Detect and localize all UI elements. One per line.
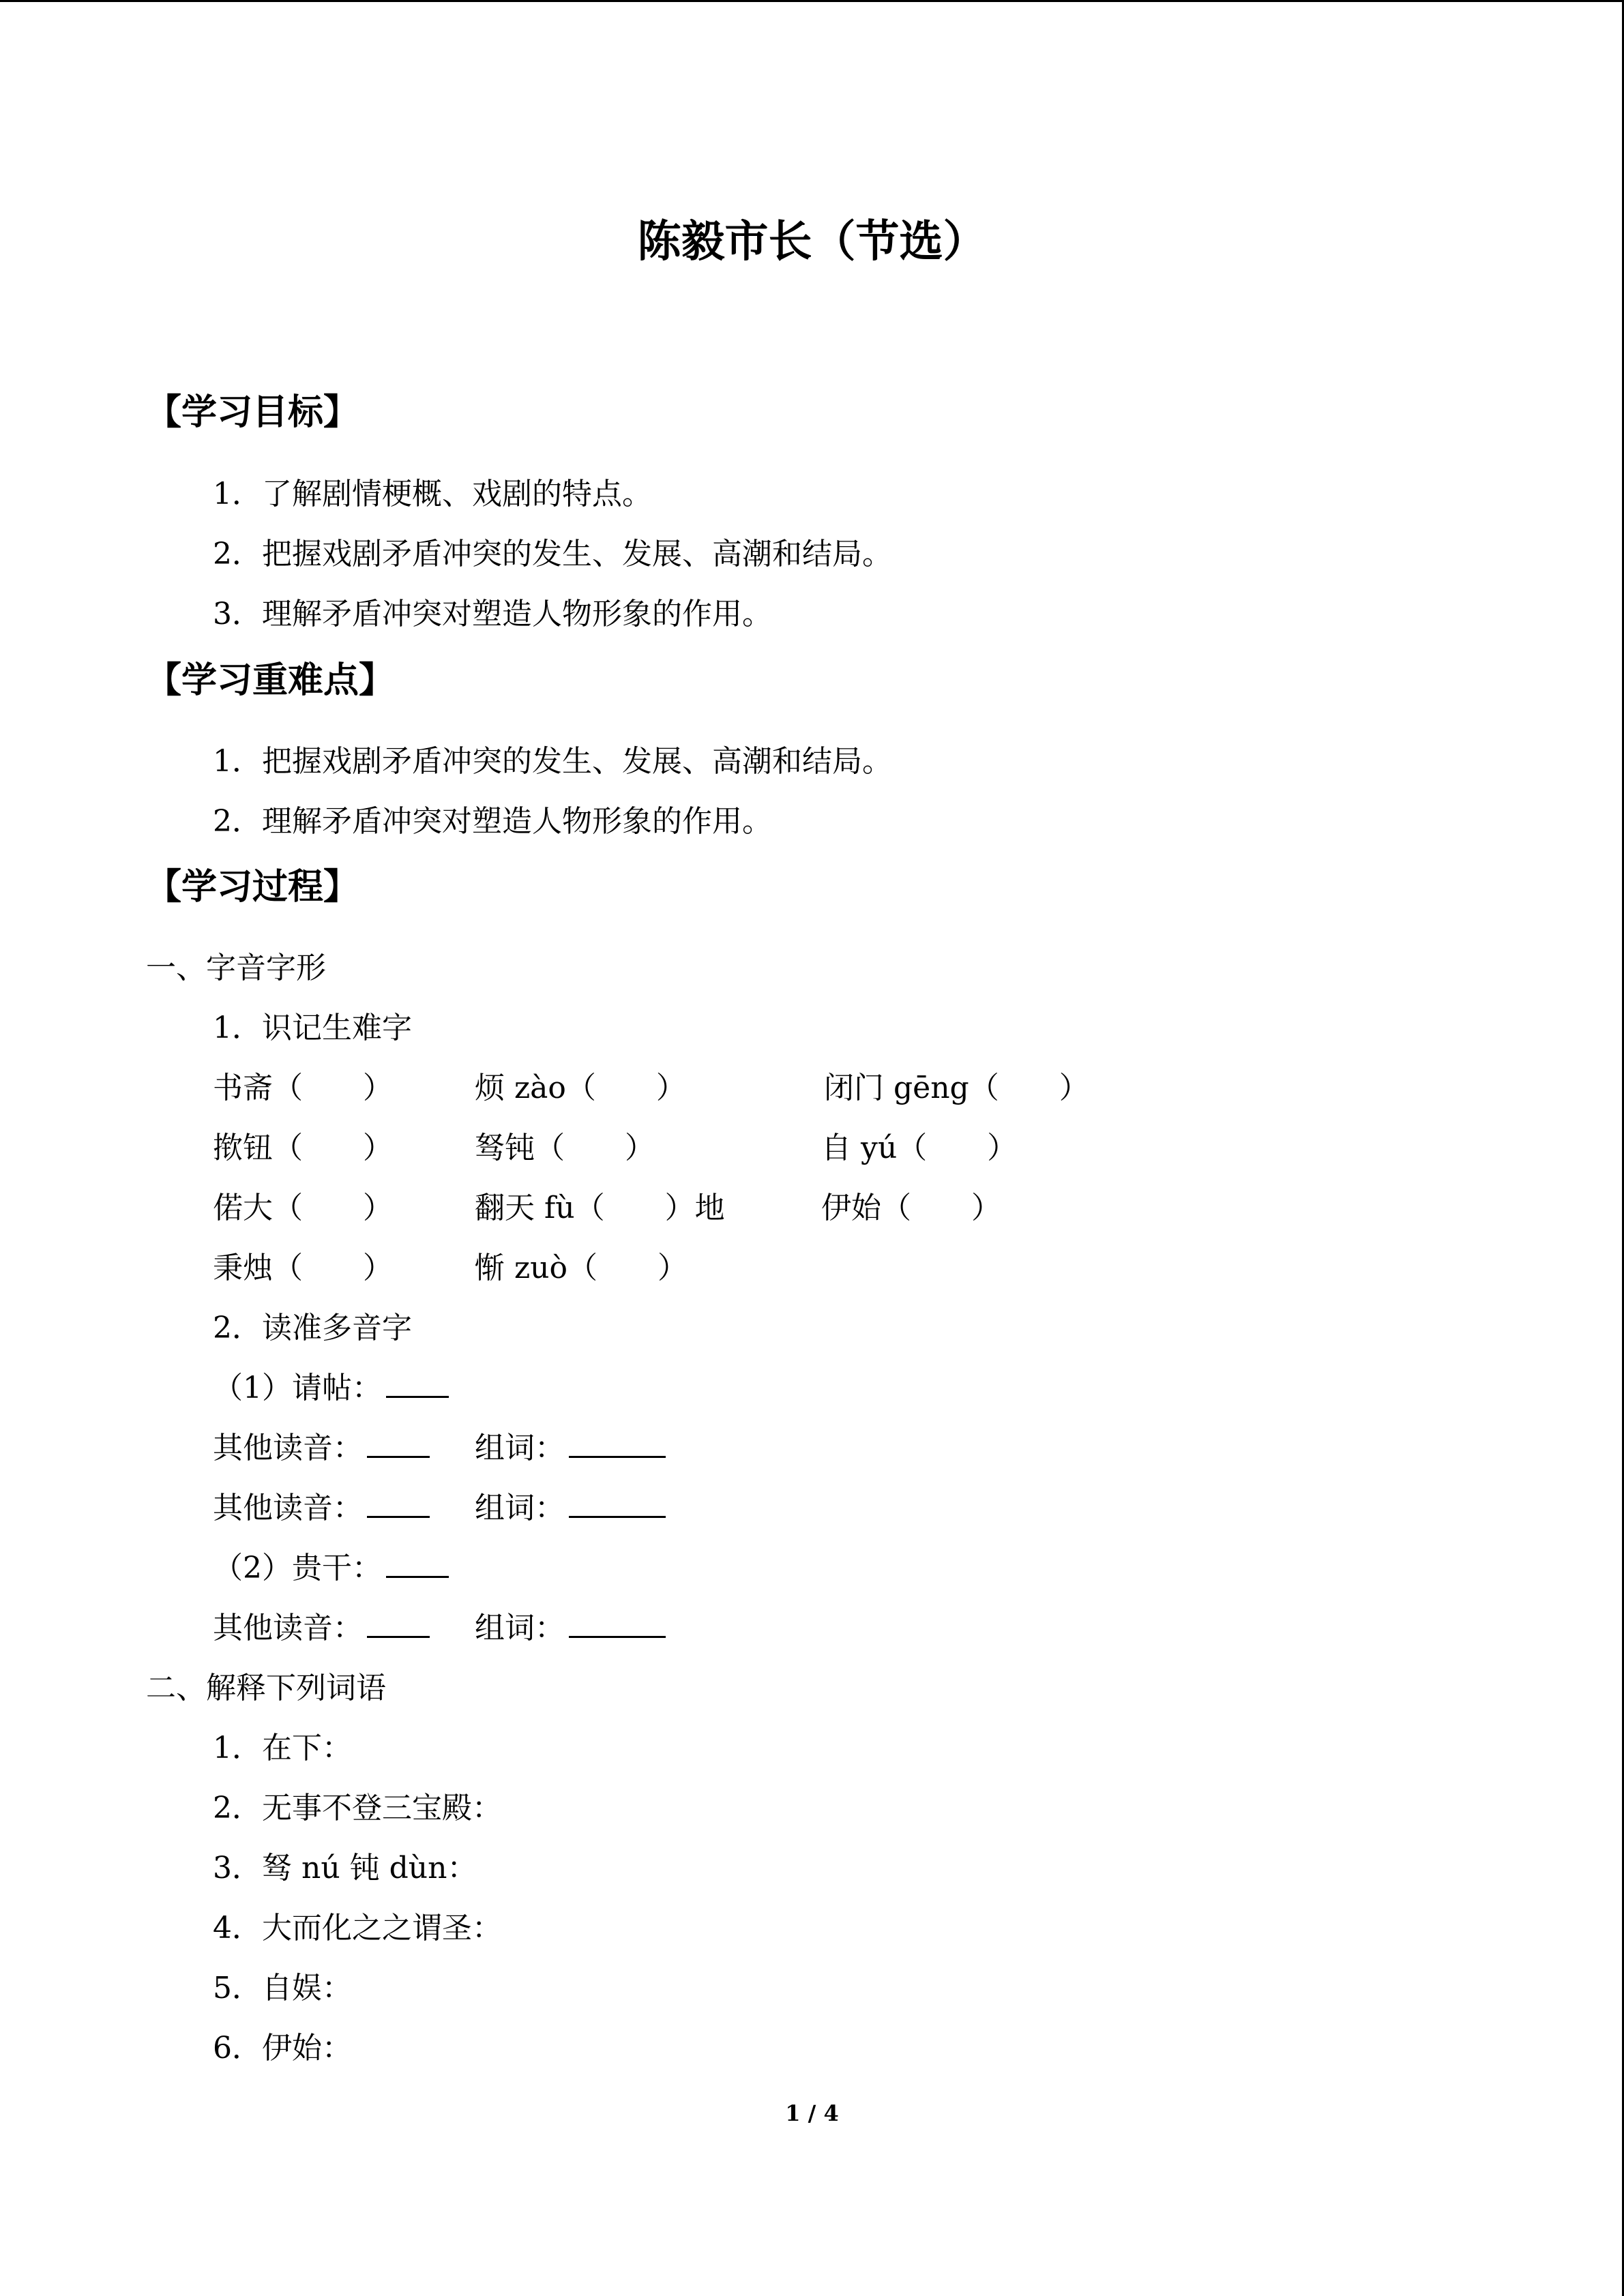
goal-item: 2．把握戏剧矛盾冲突的发生、发展、高潮和结局。 xyxy=(213,537,892,571)
other-reading-label: 其他读音： xyxy=(213,1431,363,1465)
char-item: 驽钝（ ） xyxy=(475,1131,655,1165)
section-heading-process: 【学习过程】 xyxy=(146,866,359,908)
section-heading-goals: 【学习目标】 xyxy=(146,391,359,433)
polyphonic-other-reading-row xyxy=(213,1608,434,1649)
char-item: 偌大（ ） xyxy=(213,1191,393,1225)
char-item: 书斋（ ） xyxy=(213,1071,393,1105)
vocabulary-item: 6．伊始： xyxy=(213,2031,352,2066)
polyphonic-label: （2）贵干： xyxy=(213,1551,382,1585)
polyphonic-word-row xyxy=(475,1608,670,1649)
char-item: 秉烛（ ） xyxy=(213,1251,393,1285)
answer-blank[interactable] xyxy=(386,1549,449,1578)
answer-blank[interactable] xyxy=(569,1609,666,1638)
other-reading-label: 其他读音： xyxy=(213,1491,363,1525)
char-item: 伊始（ ） xyxy=(821,1191,1001,1225)
word-label: 组词： xyxy=(475,1431,565,1465)
word-label: 组词： xyxy=(475,1611,565,1645)
char-item: 惭 zuò（ ） xyxy=(475,1251,688,1285)
subheading-polyphonic: 2．读准多音字 xyxy=(213,1311,412,1345)
page-border-top xyxy=(0,0,1624,2)
part-title-pronunciation: 一、字音字形 xyxy=(146,951,326,985)
polyphonic-label: （1）请帖： xyxy=(213,1371,382,1405)
vocabulary-item: 1．在下： xyxy=(213,1731,352,1765)
answer-blank[interactable] xyxy=(367,1489,430,1518)
vocabulary-item: 2．无事不登三宝殿： xyxy=(213,1791,502,1825)
goal-item: 1．了解剧情梗概、戏剧的特点。 xyxy=(213,477,652,511)
answer-blank[interactable] xyxy=(386,1369,449,1398)
polyphonic-entry xyxy=(213,1548,453,1589)
vocabulary-item: 5．自娱： xyxy=(213,1971,352,2006)
polyphonic-word-row xyxy=(475,1488,670,1529)
char-item: 自 yú（ ） xyxy=(821,1131,1018,1165)
word-label: 组词： xyxy=(475,1491,565,1525)
answer-blank[interactable] xyxy=(569,1489,666,1518)
char-item: 翻天 fù（ ）地 xyxy=(475,1191,725,1225)
page-number: 1 / 4 xyxy=(785,2100,839,2126)
polyphonic-other-reading-row xyxy=(213,1428,434,1469)
char-item: 烦 zào（ ） xyxy=(475,1071,686,1105)
answer-blank[interactable] xyxy=(367,1609,430,1638)
polyphonic-word-row xyxy=(475,1428,670,1469)
part-title-vocabulary: 二、解释下列词语 xyxy=(146,1671,386,1705)
subheading-hard-characters: 1．识记生难字 xyxy=(213,1011,412,1045)
char-item: 闭门 gēng（ ） xyxy=(824,1071,1089,1105)
vocabulary-item: 3．驽 nú 钝 dùn： xyxy=(213,1851,477,1885)
key-point-item: 2．理解矛盾冲突对塑造人物形象的作用。 xyxy=(213,804,772,839)
other-reading-label: 其他读音： xyxy=(213,1611,363,1645)
vocabulary-item: 4．大而化之之谓圣： xyxy=(213,1911,502,1945)
polyphonic-other-reading-row xyxy=(213,1488,434,1529)
char-item: 揿钮（ ） xyxy=(213,1131,393,1165)
document-title: 陈毅市长（节选） xyxy=(637,216,987,267)
key-point-item: 1．把握戏剧矛盾冲突的发生、发展、高潮和结局。 xyxy=(213,744,892,779)
section-heading-key-points: 【学习重难点】 xyxy=(146,659,395,701)
answer-blank[interactable] xyxy=(569,1429,666,1458)
goal-item: 3．理解矛盾冲突对塑造人物形象的作用。 xyxy=(213,597,772,631)
answer-blank[interactable] xyxy=(367,1429,430,1458)
polyphonic-entry xyxy=(213,1368,453,1409)
